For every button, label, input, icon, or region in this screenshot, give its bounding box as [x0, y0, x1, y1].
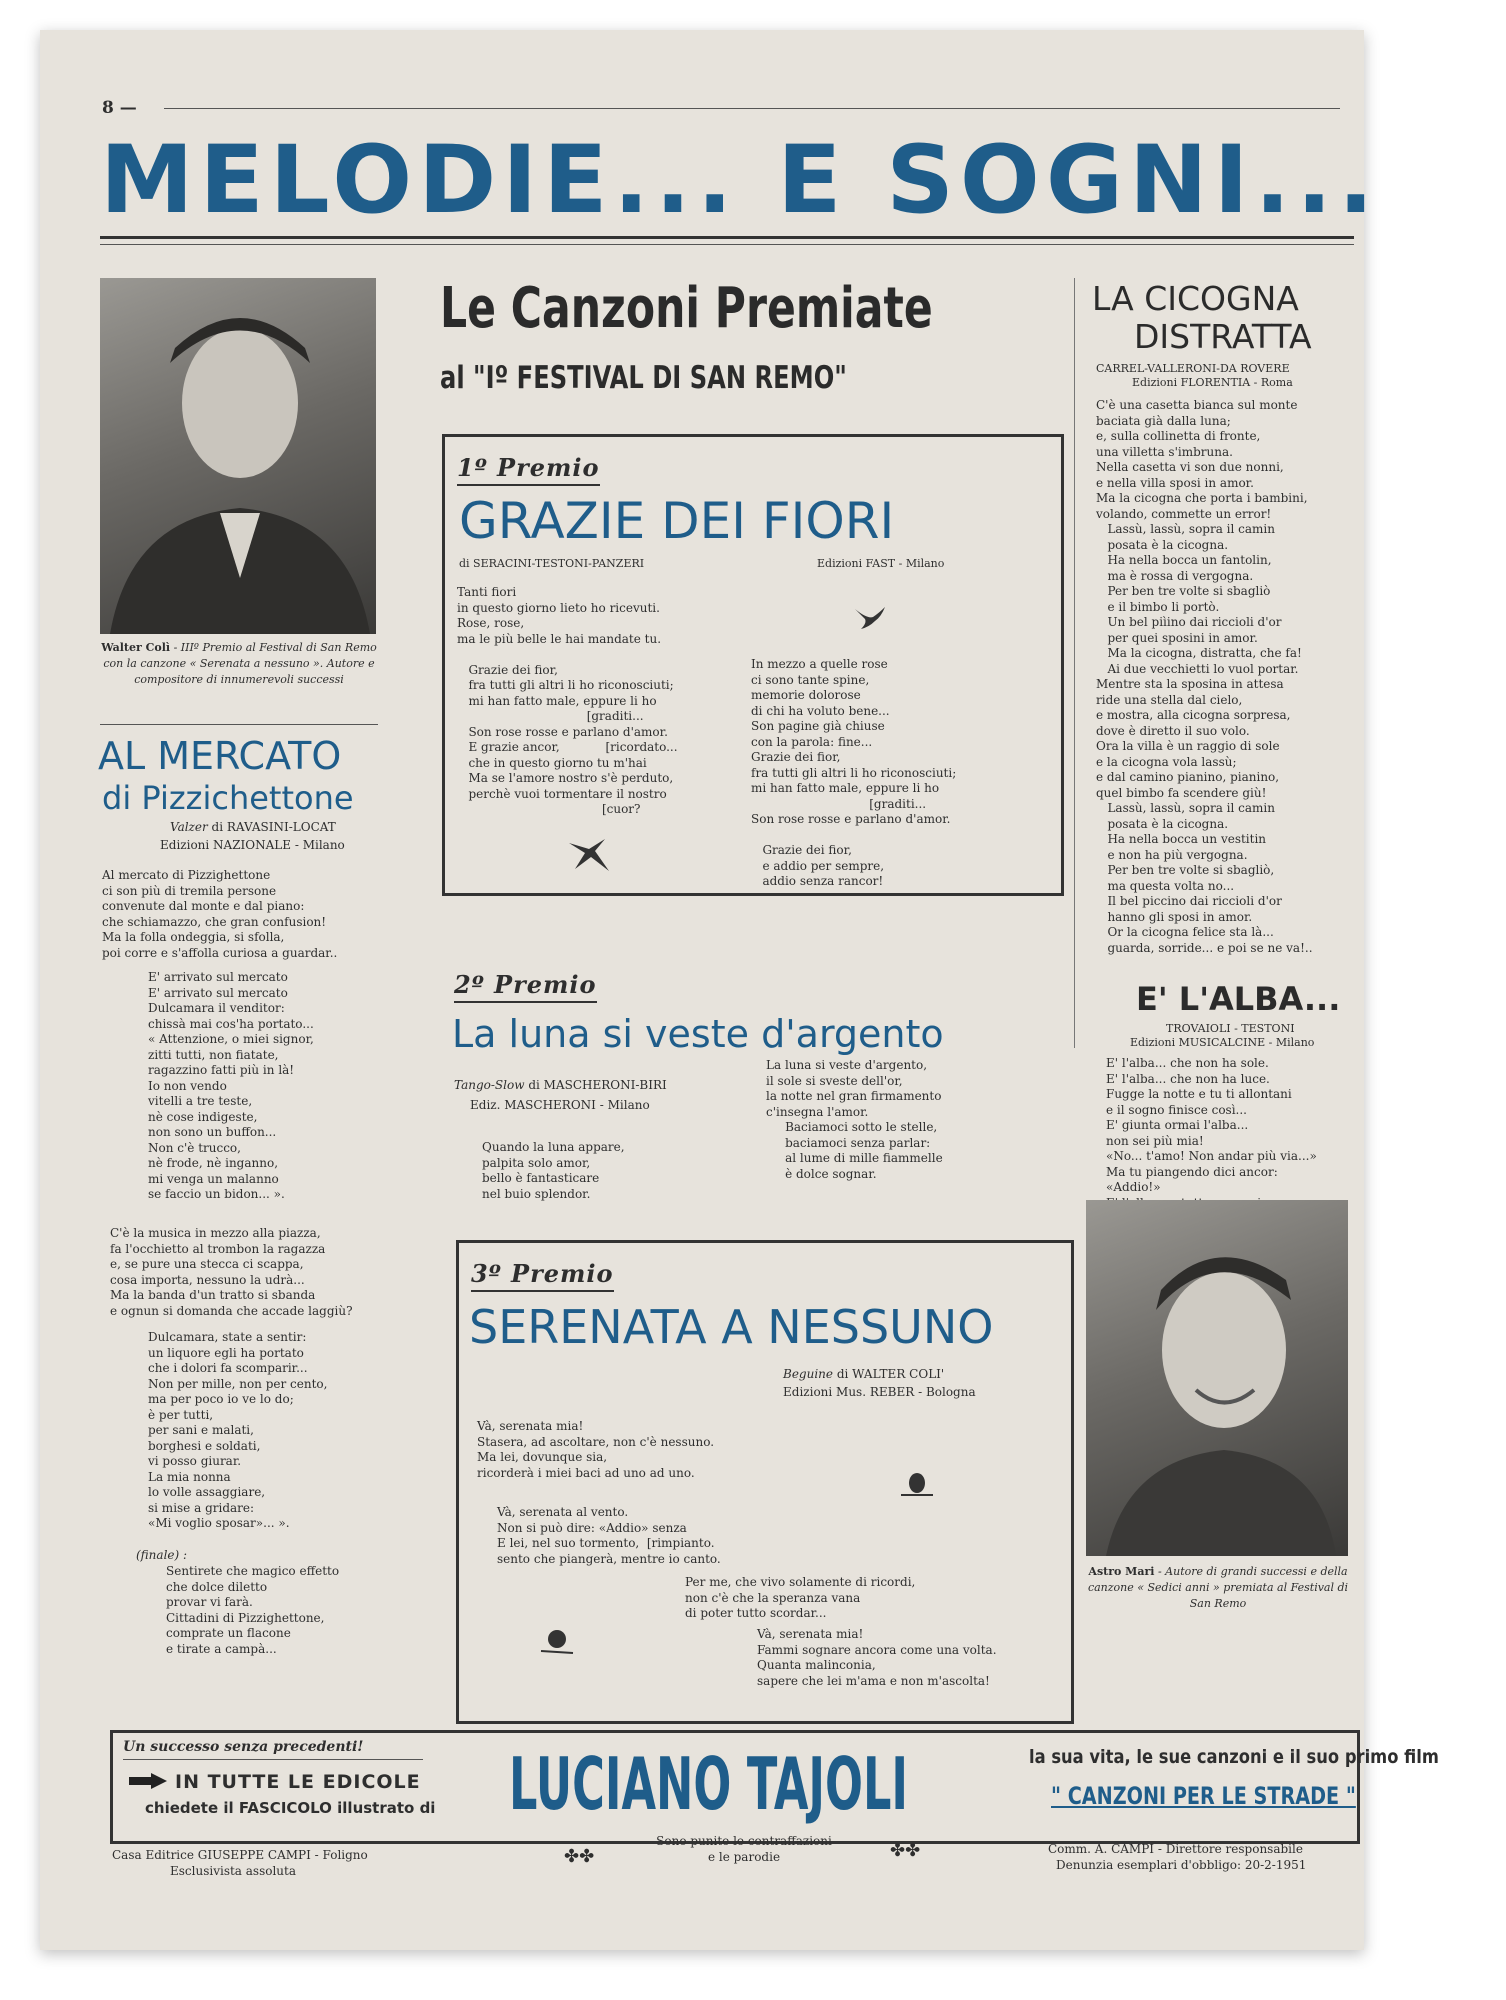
alba-title: E' L'ALBA...	[1136, 980, 1341, 1018]
ad-tagline: Un successo senza precedenti!	[123, 1739, 364, 1755]
pointing-hand-icon	[127, 1771, 169, 1791]
premio-1-publisher: Edizioni FAST - Milano	[817, 557, 945, 570]
genre-label: Beguine	[783, 1367, 833, 1381]
walter-coli-caption	[96, 640, 382, 688]
portrait-silhouette-icon	[100, 278, 376, 634]
premio-1-authors: di SERACINI-TESTONI-PANZERI	[459, 557, 645, 570]
mercato-verse-2: E' arrivato sul mercato E' arrivato sul mercato Dulcamara il venditor: chissà mai cos'ha portato... « Attenzione, o miei signor, zitti tutti, non fiatate, ragazzino fatti più in là! Io non vendo vitelli a tre teste, nè cose indigeste, non sono un buffon... Non c'è trucco, nè frode, nè inganno, mi venga un malanno se faccio un bidon... ».	[148, 970, 314, 1201]
premio-2-left-verse: Quando la luna appare, palpita solo amor, bello è fantasticare nel buio splendor.	[482, 1140, 625, 1201]
page-number: 8 —	[102, 98, 137, 118]
ad-right-2: " CANZONI PER LE STRADE "	[1051, 1782, 1356, 1810]
top-rule	[164, 108, 1340, 109]
premio-2-title: La luna si veste d'argento	[452, 1012, 944, 1056]
premio-1-title: GRAZIE DEI FIORI	[459, 492, 895, 550]
premio-1-right-verse: In mezzo a quelle rose ci sono tante spine, memorie dolorose di chi ha voluto bene... Son pagine già chiuse con la parola: fine... Grazie dei fior, fra tutti gli altri li ho riconosciuti; mi han fatto male, eppure li ho [graditi... Son rose rosse e parlano d'amor. Grazie dei fior, e addio per sempre, addio senza rancor!	[751, 657, 957, 888]
masthead-rule	[100, 236, 1354, 239]
premio-2-publisher: Ediz. MASCHERONI - Milano	[470, 1098, 650, 1112]
premio-2-label: 2º Premio	[454, 970, 597, 1003]
premio-1-label: 1º Premio	[457, 453, 600, 486]
masthead-title: MELODIE... E SOGNI...	[100, 126, 1380, 235]
footer-left-2: Esclusivista assoluta	[170, 1864, 297, 1878]
luciano-tajoli-ad	[110, 1730, 1439, 1844]
cicogna-title-1: LA CICOGNA	[1092, 279, 1299, 318]
center-title: Le Canzoni Premiate	[440, 276, 933, 341]
premio-3-box	[456, 1240, 1074, 1724]
premio-3-publisher: Edizioni Mus. REBER - Bologna	[783, 1385, 976, 1399]
ornament-icon: ✤✤	[564, 1846, 595, 1867]
mercato-verse-1: Al mercato di Pizzighettone ci son più di tremila persone convenute dal monte e dal piano: che schiamazzo, che gran confusion! Ma la folla ondeggia, si sfolla, poi corre e s'affolla curiosa a guardar..	[102, 868, 338, 960]
mercato-title-1: AL MERCATO	[98, 734, 342, 778]
premio-1-left-verse: Tanti fiori in questo giorno lieto ho ricevuti. Rose, rose, ma le più belle le hai mandate tu. Grazie dei fior, fra tutti gli altri li ho riconosciuti; mi han fatto male, eppure li ho [graditi... Son rose rosse e parlano d'amor. E grazie ancor, [ricordato... che in questo giorno tu m'hai Ma se l'amore nostro s'è perduto, perchè vuoi tormentare il nostro [cuor?	[457, 585, 678, 816]
premio-3-verse-4: Và, serenata mia! Fammi sognare ancora come una volta. Quanta malinconia, sapere che lei m'ama e non m'ascolta!	[757, 1627, 997, 1688]
cicogna-authors: CARREL-VALLERONI-DA ROVERE	[1096, 362, 1290, 375]
ad-line-1: IN TUTTE LE EDICOLE	[175, 1771, 421, 1793]
premio-1-box	[442, 434, 1064, 896]
ad-rule	[123, 1759, 423, 1760]
portrait-silhouette-icon	[1086, 1200, 1348, 1556]
caption-name: Astro Mari	[1088, 1565, 1155, 1578]
premio-3-verse-3: Per me, che vivo solamente di ricordi, non c'è che la speranza vana di poter tutto scordar...	[685, 1575, 916, 1620]
newspaper-page	[40, 30, 1439, 1950]
cicogna-title-2: DISTRATTA	[1134, 317, 1312, 356]
authors-label: di RAVASINI-LOCAT	[211, 820, 336, 834]
caption-name: Walter Colì	[101, 641, 171, 654]
alba-authors: TROVAIOLI - TESTONI	[1166, 1022, 1295, 1035]
authors-label: di WALTER COLI'	[836, 1367, 945, 1381]
mercato-verse-5: Sentirete che magico effetto che dolce diletto provar vi farà. Cittadini di Pizzighettone, comprate un flacone e tirate a campà...	[166, 1564, 340, 1656]
premio-2-authors	[454, 1078, 667, 1094]
walter-coli-photo	[100, 278, 376, 634]
mercato-authors	[170, 820, 380, 836]
caption-text: - Autore di grandi successi e della canzone « Sedici anni » premiata al Festival di San Remo	[1087, 1565, 1349, 1610]
perched-bird-icon	[897, 1467, 937, 1503]
astro-mari-caption	[1080, 1564, 1356, 1612]
footer-right-1: Comm. A. CAMPI - Direttore responsabile	[1048, 1842, 1303, 1856]
mercato-verse-4: Dulcamara, state a sentir: un liquore egli ha portato che i dolori fa scomparir... Non per mille, non per cento, ma per poco io ve lo do; è per tutti, per sani e malati, borghesi e soldati, vi posso giurar. La mia nonna lo volle assaggiare, si mise a gridare: «Mi voglio sposar»... ».	[148, 1330, 328, 1530]
genre-label: Tango-Slow	[454, 1078, 525, 1092]
premio-2-right-verse: La luna si veste d'argento, il sole si sveste dell'or, la notte nel gran firmamento c'insegna l'amor. Baciamoci sotto le stelle, baciamoci senza parlar: al lume di mille fiammelle è dolce sognar.	[766, 1058, 943, 1181]
genre-label: Valzer	[170, 820, 208, 834]
footer-center-2: e le parodie	[707, 1849, 781, 1864]
premio-3-verse-1: Và, serenata mia! Stasera, ad ascoltare, non c'è nessuno. Ma lei, dovunque sia, ricorderà i miei baci ad uno ad uno.	[477, 1419, 715, 1480]
cicogna-verse: C'è una casetta bianca sul monte baciata già dalla luna; e, sulla collinetta di fronte, una villetta s'imbruna. Nella casetta vi son due nonni, e nella villa sposi in amor. Ma la cicogna che porta i bambini, volando, commette un error! Lassù, lassù, sopra il camin posata è la cicogna. Ha nella bocca un fantolin, ma è rossa di vergogna. Per ben tre volte si sbagliò e il bimbo li portò. Un bel piìino dai riccioli d'or per quei sposini in amor. Ma la cicogna, distratta, che fa! Ai due vecchietti lo vuol portar. Mentre sta la sposina in attesa ride una stella dal cielo, e mostra, alla cicogna sorpresa, dove è diretto il suo volo. Ora la villa è un raggio di sole e la cicogna vola lassù; e dal camino pianino, pianino, quel bimbo fa scendere giù! Lassù, lassù, sopra il camin posata è la cicogna. Ha nella bocca un vestitin e non ha più vergogna. Per ben tre volte si sbagliò, ma questa volta no... Il bel piccino dai riccioli d'or hanno gli sposi in amor. Or la cicogna felice sta là... guarda, sorride... e poi se ne va!..	[1096, 398, 1313, 955]
mercato-title-2: di Pizzichettone	[102, 779, 354, 817]
ornament-icon: ✤✤	[890, 1840, 921, 1861]
mercato-finale-label: (finale) :	[136, 1548, 188, 1562]
mercato-publisher: Edizioni NAZIONALE - Milano	[160, 838, 345, 852]
astro-mari-photo	[1086, 1200, 1348, 1556]
authors-label: di MASCHERONI-BIRI	[528, 1078, 667, 1092]
alba-publisher: Edizioni MUSICALCINE - Milano	[1130, 1036, 1315, 1049]
ad-line-2: chiedete il FASCICOLO illustrato di	[145, 1799, 436, 1817]
column-rule	[100, 724, 378, 725]
footer-center	[644, 1834, 844, 1865]
footer-left-1: Casa Editrice GIUSEPPE CAMPI - Foligno	[112, 1848, 368, 1862]
footer-right-2: Denunzia esemplari d'obbligo: 20-2-1951	[1056, 1858, 1307, 1872]
cicogna-publisher: Edizioni FLORENTIA - Roma	[1132, 376, 1293, 389]
ad-name: LUCIANO TAJOLI	[509, 1742, 909, 1826]
premio-3-authors	[783, 1367, 944, 1383]
perched-bird-icon	[537, 1623, 577, 1659]
premio-3-title: SERENATA A NESSUNO	[469, 1300, 994, 1354]
alba-verse: E' l'alba... che non ha sole. E' l'alba... che non ha luce. Fugge la notte e tu ti allontani e il sogno finisce così... E' giunta ormai l'alba... non sei più mia! «No... t'amo! Non andar più via...» Ma tu piangendo dici ancor: «Addio!»	[1106, 1056, 1317, 1194]
footer-center-1: Sono punite le contraffazioni	[656, 1834, 832, 1848]
swallow-icon	[853, 605, 887, 631]
caption-text: - IIIº Premio al Festival di San Remo con la canzone « Serenata a nessuno ». Autore e compositore di innumerevoli successi	[103, 641, 377, 686]
premio-3-verse-2: Và, serenata al vento. Non si può dire: «Addio» senza E lei, nel suo tormento, [rimpianto. sento che piangerà, mentre io canto.	[497, 1505, 721, 1566]
center-subtitle: al "Iº FESTIVAL DI SAN REMO"	[440, 360, 847, 396]
bird-ornament-icon	[565, 835, 613, 875]
mercato-verse-3: C'è la musica in mezzo alla piazza, fa l'occhietto al trombon la ragazza e, se pure una stecca ci scappa, cosa importa, nessuno la udrà... Ma la banda d'un tratto si sbanda e ognun si domanda che accade laggiù?	[110, 1226, 353, 1318]
masthead-rule-thin	[100, 244, 1354, 245]
ad-right-1: la sua vita, le sue canzoni e il suo primo film	[1029, 1746, 1439, 1768]
premio-3-label: 3º Premio	[471, 1259, 614, 1292]
column-divider	[1074, 278, 1075, 1048]
